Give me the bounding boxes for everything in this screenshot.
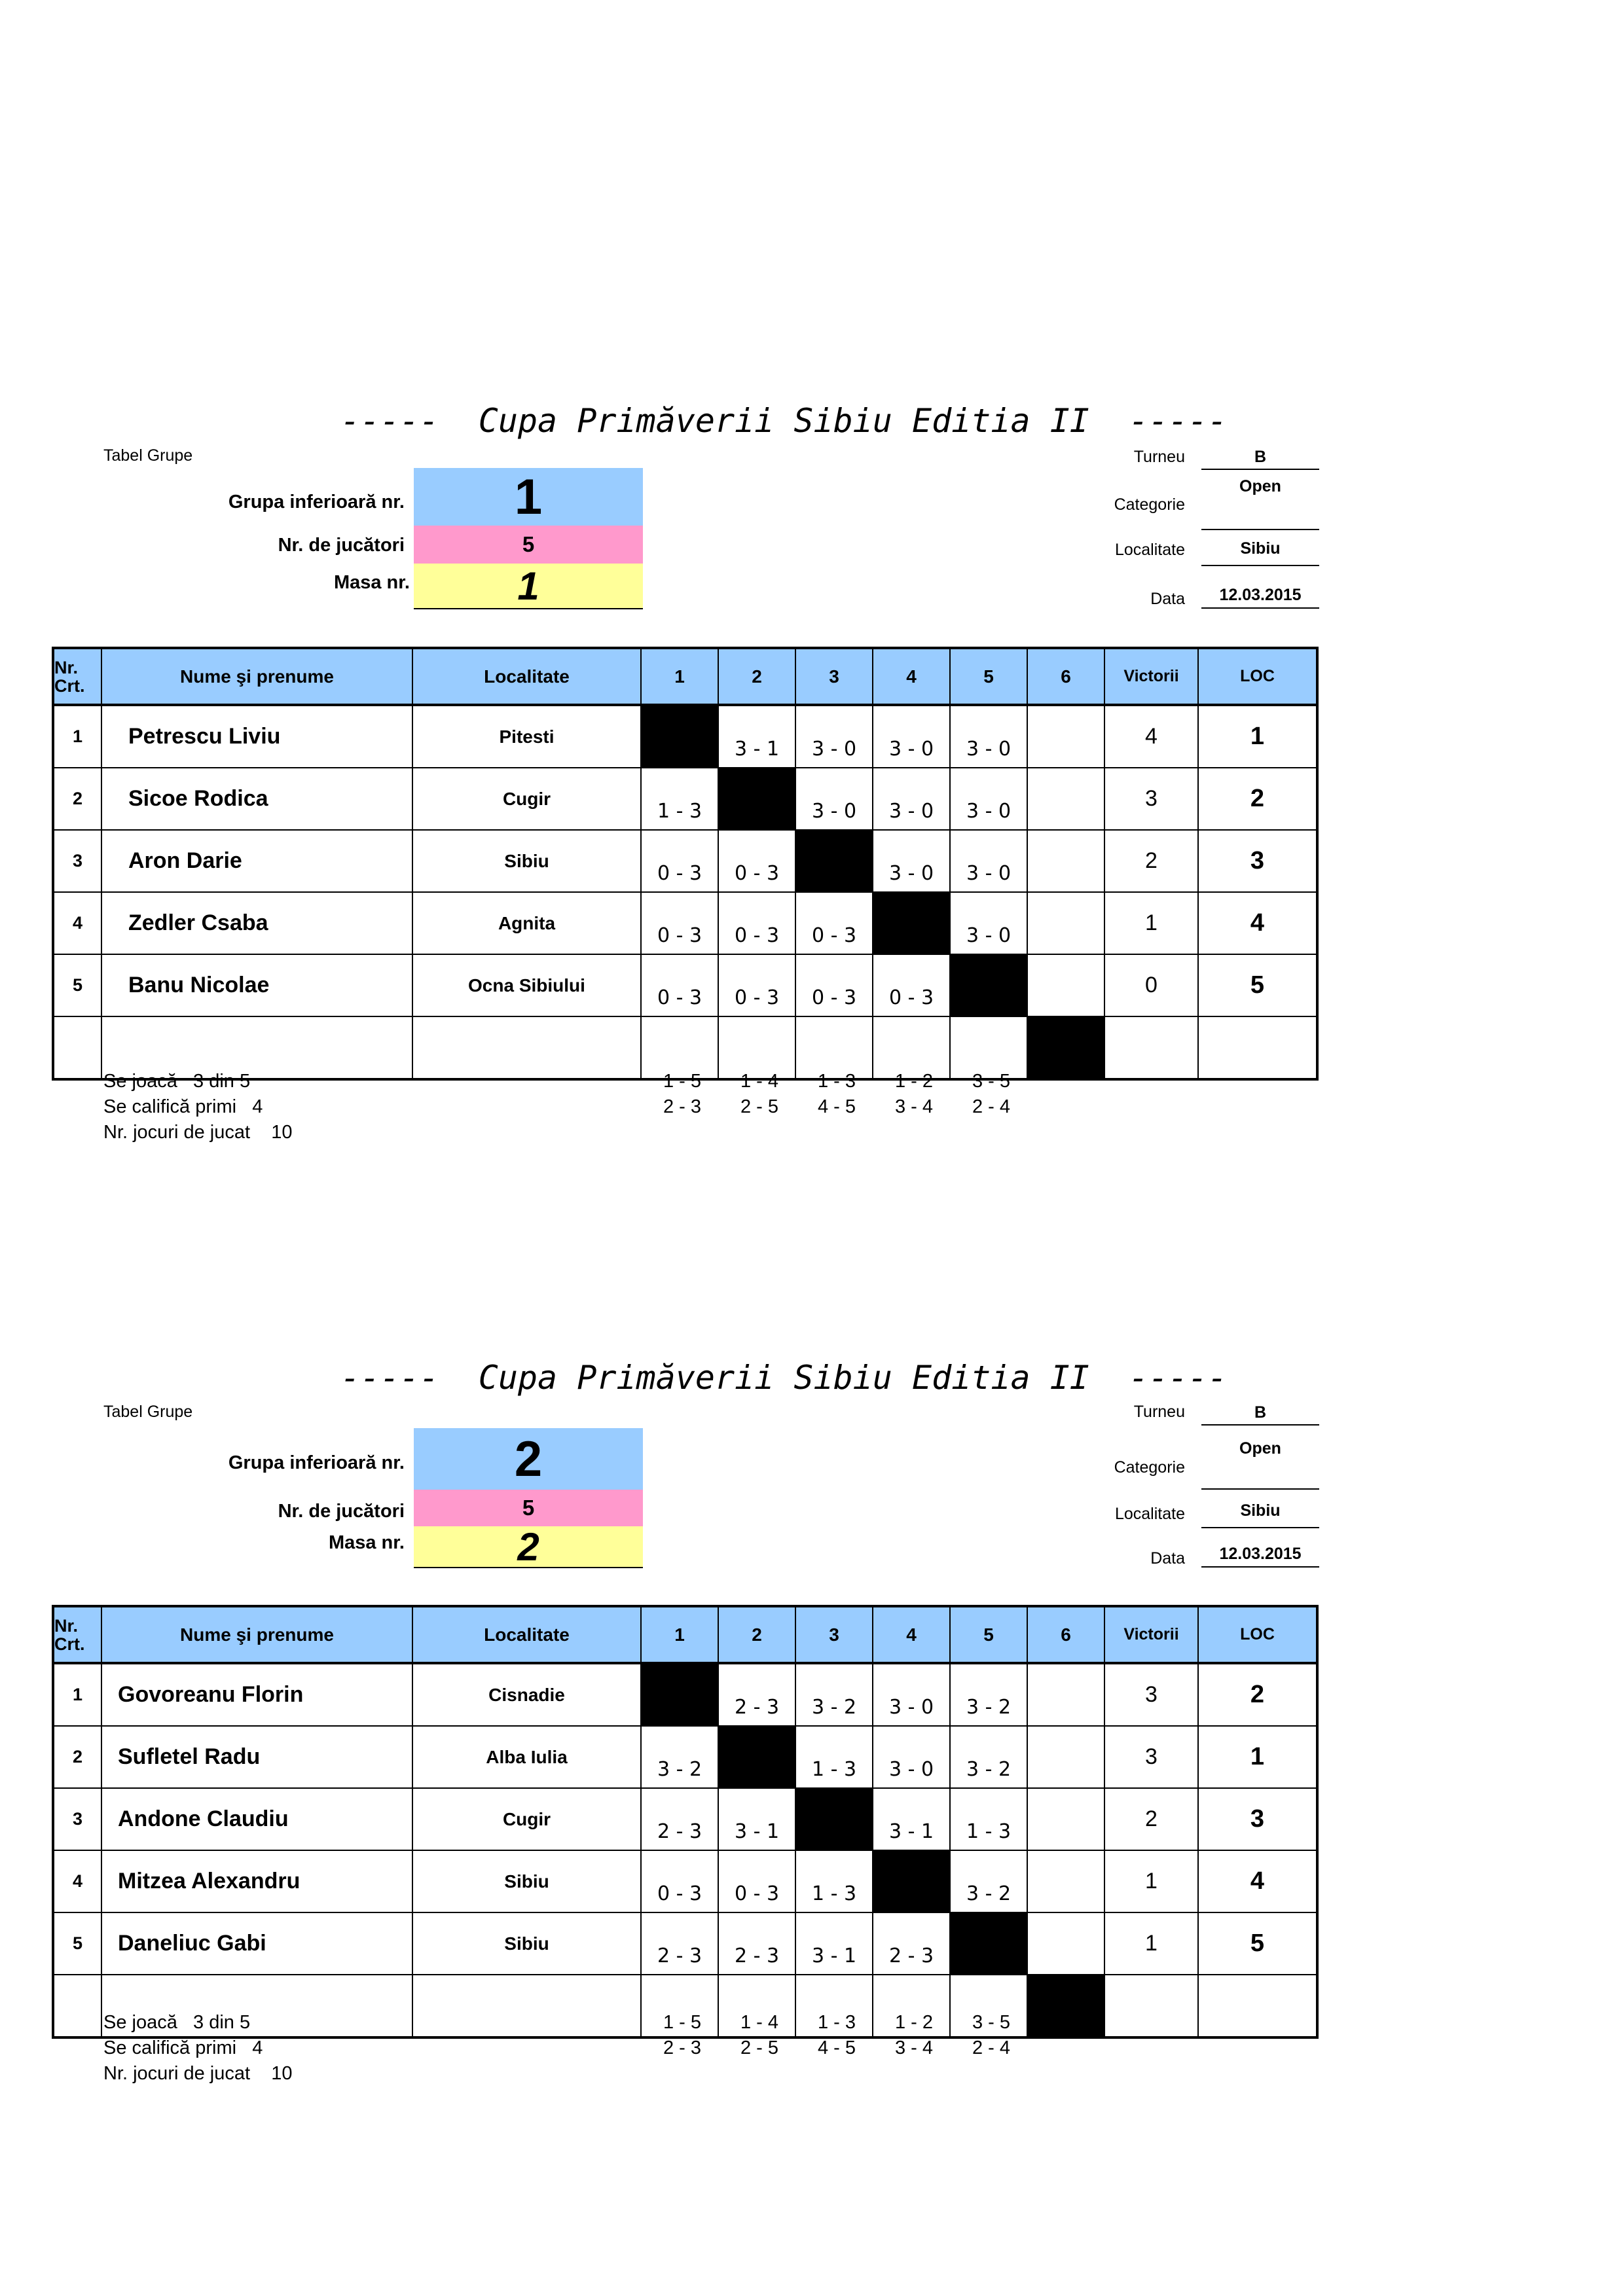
localitate-label: Localitate xyxy=(1114,1505,1185,1523)
loc-cell: 3 xyxy=(1198,830,1317,892)
player-name: Andone Claudiu xyxy=(101,1788,412,1850)
pair-item: 1 - 4 xyxy=(740,1071,779,1092)
self-match-cell xyxy=(1027,1016,1104,1079)
header-col-1: 1 xyxy=(641,648,718,705)
score-cell: 1 - 3 xyxy=(795,1850,873,1912)
header-victorii: Victorii xyxy=(1104,648,1198,705)
header-loc: LOC xyxy=(1198,1606,1317,1663)
nr-jucatori-label: Nr. de jucători xyxy=(278,535,405,556)
row-nr: 1 xyxy=(53,1663,101,1726)
califica-value: 4 xyxy=(252,2037,263,2058)
score-cell xyxy=(1027,954,1104,1016)
self-match-cell xyxy=(950,1912,1027,1975)
row-nr: 3 xyxy=(53,830,101,892)
score-cell: 3 - 1 xyxy=(718,1788,795,1850)
score-cell: 3 - 0 xyxy=(950,768,1027,830)
row-nr: 5 xyxy=(53,1912,101,1975)
header-victorii: Victorii xyxy=(1104,1606,1198,1663)
table-row xyxy=(53,1788,1317,1850)
self-match-cell xyxy=(873,1850,950,1912)
score-cell xyxy=(1027,1850,1104,1912)
victorii-cell: 2 xyxy=(1104,830,1198,892)
pair-item: 2 - 4 xyxy=(972,1096,1011,1117)
pair-item: 1 - 3 xyxy=(817,1071,856,1092)
score-cell: 2 - 3 xyxy=(718,1663,795,1726)
self-match-cell xyxy=(641,705,718,768)
score-cell: 0 - 3 xyxy=(718,954,795,1016)
score-cell: 2 - 3 xyxy=(641,1788,718,1850)
grupa-label: Grupa inferioară nr. xyxy=(228,1452,405,1473)
row-nr: 5 xyxy=(53,954,101,1016)
player-name: Aron Darie xyxy=(101,830,412,892)
loc-cell: 5 xyxy=(1198,1912,1317,1975)
header-col-6: 6 xyxy=(1027,1606,1104,1663)
jocuri-label: Nr. jocuri de jucat xyxy=(103,1122,251,1143)
pair-item: 2 - 3 xyxy=(663,2037,702,2058)
score-cell: 0 - 3 xyxy=(795,954,873,1016)
localitate-value: Sibiu xyxy=(1201,1494,1319,1528)
player-name: Zedler Csaba xyxy=(101,892,412,954)
self-match-cell xyxy=(950,954,1027,1016)
score-cell: 3 - 1 xyxy=(718,705,795,768)
header-col-6: 6 xyxy=(1027,648,1104,705)
player-localitate: Cugir xyxy=(412,1788,641,1850)
localitate-label: Localitate xyxy=(1114,541,1185,559)
tabel-grupe-label: Tabel Grupe xyxy=(103,446,193,465)
self-match-cell xyxy=(795,830,873,892)
califica-value: 4 xyxy=(252,1096,263,1117)
localitate-value: Sibiu xyxy=(1201,532,1319,566)
pair-item: 1 - 2 xyxy=(894,1071,934,1092)
table-header-row xyxy=(53,1606,1317,1663)
victorii-cell: 0 xyxy=(1104,954,1198,1016)
loc-cell: 2 xyxy=(1198,768,1317,830)
score-cell: 3 - 0 xyxy=(795,768,873,830)
score-cell xyxy=(1027,830,1104,892)
table-header-row xyxy=(53,648,1317,705)
player-localitate: Sibiu xyxy=(412,830,641,892)
pair-item: 3 - 4 xyxy=(894,1096,934,1117)
score-cell: 3 - 0 xyxy=(873,705,950,768)
results-table xyxy=(52,1605,1319,2039)
victorii-cell: 3 xyxy=(1104,768,1198,830)
joaca-value: 3 din 5 xyxy=(193,1071,251,1092)
victorii-cell: 1 xyxy=(1104,892,1198,954)
self-match-cell xyxy=(795,1788,873,1850)
score-cell: 1 - 3 xyxy=(641,768,718,830)
header-name: Nume şi prenume xyxy=(101,648,412,705)
table-row xyxy=(53,768,1317,830)
score-cell: 0 - 3 xyxy=(795,892,873,954)
jocuri-label: Nr. jocuri de jucat xyxy=(103,2063,251,2084)
header-nr-crt: Nr. Crt. xyxy=(53,648,101,705)
masa-label: Masa nr. xyxy=(328,1532,405,1553)
self-match-cell xyxy=(1027,1975,1104,2037)
player-name: Sufletel Radu xyxy=(101,1726,412,1788)
row-nr: 4 xyxy=(53,1850,101,1912)
nr-jucatori-label: Nr. de jucători xyxy=(278,1501,405,1522)
pair-item: 4 - 5 xyxy=(817,1096,856,1117)
pair-item: 3 - 5 xyxy=(972,1071,1011,1092)
header-localitate: Localitate xyxy=(412,648,641,705)
data-label: Data xyxy=(1150,590,1185,608)
score-cell: 3 - 2 xyxy=(950,1663,1027,1726)
table-row xyxy=(53,1850,1317,1912)
header-col-2: 2 xyxy=(718,1606,795,1663)
loc-cell: 1 xyxy=(1198,1726,1317,1788)
score-cell: 3 - 0 xyxy=(950,892,1027,954)
pair-item: 2 - 3 xyxy=(663,1096,702,1117)
group-sheet-2 xyxy=(0,1355,1623,2271)
grupa-label: Grupa inferioară nr. xyxy=(228,492,405,512)
player-name: Banu Nicolae xyxy=(101,954,412,1016)
turneu-label: Turneu xyxy=(1133,448,1185,466)
group-sheet-1 xyxy=(0,398,1623,1314)
score-cell: 3 - 2 xyxy=(950,1850,1027,1912)
masa-number: 1 xyxy=(414,564,643,609)
data-value: 12.03.2015 xyxy=(1201,575,1319,609)
score-cell xyxy=(1027,892,1104,954)
player-name: Sicoe Rodica xyxy=(101,768,412,830)
califica-label: Se califică primi xyxy=(103,2037,237,2058)
player-name: Petrescu Liviu xyxy=(101,705,412,768)
victorii-cell: 3 xyxy=(1104,1663,1198,1726)
grupa-number: 1 xyxy=(414,468,643,527)
table-row xyxy=(53,954,1317,1016)
footer-califica xyxy=(103,2035,263,2061)
player-localitate: Pitesti xyxy=(412,705,641,768)
score-cell: 0 - 3 xyxy=(718,1850,795,1912)
pair-item: 2 - 5 xyxy=(740,2037,779,2058)
pair-item: 2 - 4 xyxy=(972,2037,1011,2058)
data-label: Data xyxy=(1150,1549,1185,1568)
loc-cell: 4 xyxy=(1198,892,1317,954)
score-cell: 0 - 3 xyxy=(641,954,718,1016)
row-nr xyxy=(53,1016,101,1079)
player-localitate: Alba Iulia xyxy=(412,1726,641,1788)
score-cell xyxy=(1027,1726,1104,1788)
score-cell: 0 - 3 xyxy=(873,954,950,1016)
row-nr: 1 xyxy=(53,705,101,768)
footer-joaca xyxy=(103,1068,250,1094)
pair-item: 1 - 5 xyxy=(663,2012,702,2033)
table-row xyxy=(53,1912,1317,1975)
self-match-cell xyxy=(718,768,795,830)
score-cell: 3 - 0 xyxy=(873,830,950,892)
score-cell: 3 - 0 xyxy=(950,705,1027,768)
header-col-5: 5 xyxy=(950,648,1027,705)
score-cell: 3 - 1 xyxy=(795,1912,873,1975)
header-col-4: 4 xyxy=(873,648,950,705)
score-cell: 2 - 3 xyxy=(718,1912,795,1975)
player-localitate xyxy=(412,1016,641,1079)
score-cell: 3 - 0 xyxy=(795,705,873,768)
self-match-cell xyxy=(873,892,950,954)
categorie-label: Categorie xyxy=(1114,495,1185,514)
turneu-value: B xyxy=(1201,445,1319,470)
masa-number: 2 xyxy=(414,1526,643,1568)
categorie-value: Open xyxy=(1201,1432,1319,1490)
table-row xyxy=(53,705,1317,768)
results-table xyxy=(52,647,1319,1081)
header-loc: LOC xyxy=(1198,648,1317,705)
player-localitate: Cugir xyxy=(412,768,641,830)
player-name: Mitzea Alexandru xyxy=(101,1850,412,1912)
score-cell: 3 - 0 xyxy=(873,768,950,830)
score-cell: 3 - 2 xyxy=(795,1663,873,1726)
score-cell xyxy=(1027,1912,1104,1975)
pair-item: 3 - 4 xyxy=(894,2037,934,2058)
header-nr-crt: Nr. Crt. xyxy=(53,1606,101,1663)
footer-joaca xyxy=(103,2009,250,2036)
califica-label: Se califică primi xyxy=(103,1096,237,1117)
tournament-title: ----- Cupa Primăverii Sibiu Editia II ----- xyxy=(340,1359,1228,1397)
score-cell: 3 - 0 xyxy=(873,1663,950,1726)
header-col-1: 1 xyxy=(641,1606,718,1663)
loc-cell xyxy=(1198,1016,1317,1079)
footer-califica xyxy=(103,1094,263,1120)
self-match-cell xyxy=(641,1663,718,1726)
player-localitate: Ocna Sibiului xyxy=(412,954,641,1016)
score-cell: 0 - 3 xyxy=(718,892,795,954)
table-row xyxy=(53,1663,1317,1726)
score-cell xyxy=(1027,768,1104,830)
categorie-value: Open xyxy=(1201,470,1319,530)
table-row xyxy=(53,1726,1317,1788)
row-nr: 2 xyxy=(53,1726,101,1788)
row-nr: 2 xyxy=(53,768,101,830)
score-cell xyxy=(1027,1663,1104,1726)
victorii-cell: 3 xyxy=(1104,1726,1198,1788)
victorii-cell: 1 xyxy=(1104,1850,1198,1912)
header-col-3: 3 xyxy=(795,648,873,705)
score-cell: 1 - 3 xyxy=(950,1788,1027,1850)
victorii-cell: 2 xyxy=(1104,1788,1198,1850)
score-cell: 3 - 1 xyxy=(873,1788,950,1850)
score-cell xyxy=(1027,705,1104,768)
score-cell: 0 - 3 xyxy=(641,830,718,892)
header-col-4: 4 xyxy=(873,1606,950,1663)
victorii-cell: 4 xyxy=(1104,705,1198,768)
pair-item: 2 - 5 xyxy=(740,1096,779,1117)
grupa-number: 2 xyxy=(414,1428,643,1491)
tournament-title: ----- Cupa Primăverii Sibiu Editia II ----- xyxy=(340,402,1228,440)
row-nr: 4 xyxy=(53,892,101,954)
jocuri-value: 10 xyxy=(271,2063,293,2084)
score-cell: 0 - 3 xyxy=(718,830,795,892)
header-col-5: 5 xyxy=(950,1606,1027,1663)
score-cell: 2 - 3 xyxy=(873,1912,950,1975)
victorii-cell xyxy=(1104,1975,1198,2037)
footer-jocuri xyxy=(103,1119,293,1145)
joaca-label: Se joacă xyxy=(103,2012,177,2033)
pair-item: 4 - 5 xyxy=(817,2037,856,2058)
player-name: Daneliuc Gabi xyxy=(101,1912,412,1975)
loc-cell: 1 xyxy=(1198,705,1317,768)
score-cell: 3 - 0 xyxy=(873,1726,950,1788)
turneu-label: Turneu xyxy=(1133,1403,1185,1421)
victorii-cell xyxy=(1104,1016,1198,1079)
score-cell xyxy=(1027,1788,1104,1850)
score-cell: 3 - 0 xyxy=(950,830,1027,892)
player-name: Govoreanu Florin xyxy=(101,1663,412,1726)
row-nr: 3 xyxy=(53,1788,101,1850)
pair-item: 3 - 5 xyxy=(972,2012,1011,2033)
masa-label: Masa nr. xyxy=(333,572,410,593)
categorie-label: Categorie xyxy=(1114,1458,1185,1477)
player-localitate: Agnita xyxy=(412,892,641,954)
jocuri-value: 10 xyxy=(271,1122,293,1143)
victorii-cell: 1 xyxy=(1104,1912,1198,1975)
nr-jucatori-value: 5 xyxy=(414,1490,643,1528)
loc-cell: 2 xyxy=(1198,1663,1317,1726)
joaca-value: 3 din 5 xyxy=(193,2012,251,2033)
loc-cell xyxy=(1198,1975,1317,2037)
header-localitate: Localitate xyxy=(412,1606,641,1663)
table-row xyxy=(53,892,1317,954)
pair-item: 1 - 5 xyxy=(663,1071,702,1092)
row-nr xyxy=(53,1975,101,2037)
pair-item: 1 - 4 xyxy=(740,2012,779,2033)
score-cell: 3 - 2 xyxy=(641,1726,718,1788)
data-value: 12.03.2015 xyxy=(1201,1534,1319,1568)
self-match-cell xyxy=(718,1726,795,1788)
pair-item: 1 - 2 xyxy=(894,2012,934,2033)
score-cell: 2 - 3 xyxy=(641,1912,718,1975)
table-row xyxy=(53,830,1317,892)
score-cell: 0 - 3 xyxy=(641,1850,718,1912)
footer-jocuri xyxy=(103,2060,293,2087)
header-name: Nume şi prenume xyxy=(101,1606,412,1663)
player-localitate xyxy=(412,1975,641,2037)
tabel-grupe-label: Tabel Grupe xyxy=(103,1403,193,1421)
header-col-2: 2 xyxy=(718,648,795,705)
nr-jucatori-value: 5 xyxy=(414,526,643,565)
score-cell: 0 - 3 xyxy=(641,892,718,954)
header-col-3: 3 xyxy=(795,1606,873,1663)
turneu-value: B xyxy=(1201,1401,1319,1426)
loc-cell: 3 xyxy=(1198,1788,1317,1850)
player-localitate: Sibiu xyxy=(412,1912,641,1975)
loc-cell: 4 xyxy=(1198,1850,1317,1912)
loc-cell: 5 xyxy=(1198,954,1317,1016)
score-cell: 1 - 3 xyxy=(795,1726,873,1788)
player-localitate: Sibiu xyxy=(412,1850,641,1912)
score-cell: 3 - 2 xyxy=(950,1726,1027,1788)
pair-item: 1 - 3 xyxy=(817,2012,856,2033)
player-localitate: Cisnadie xyxy=(412,1663,641,1726)
joaca-label: Se joacă xyxy=(103,1071,177,1092)
